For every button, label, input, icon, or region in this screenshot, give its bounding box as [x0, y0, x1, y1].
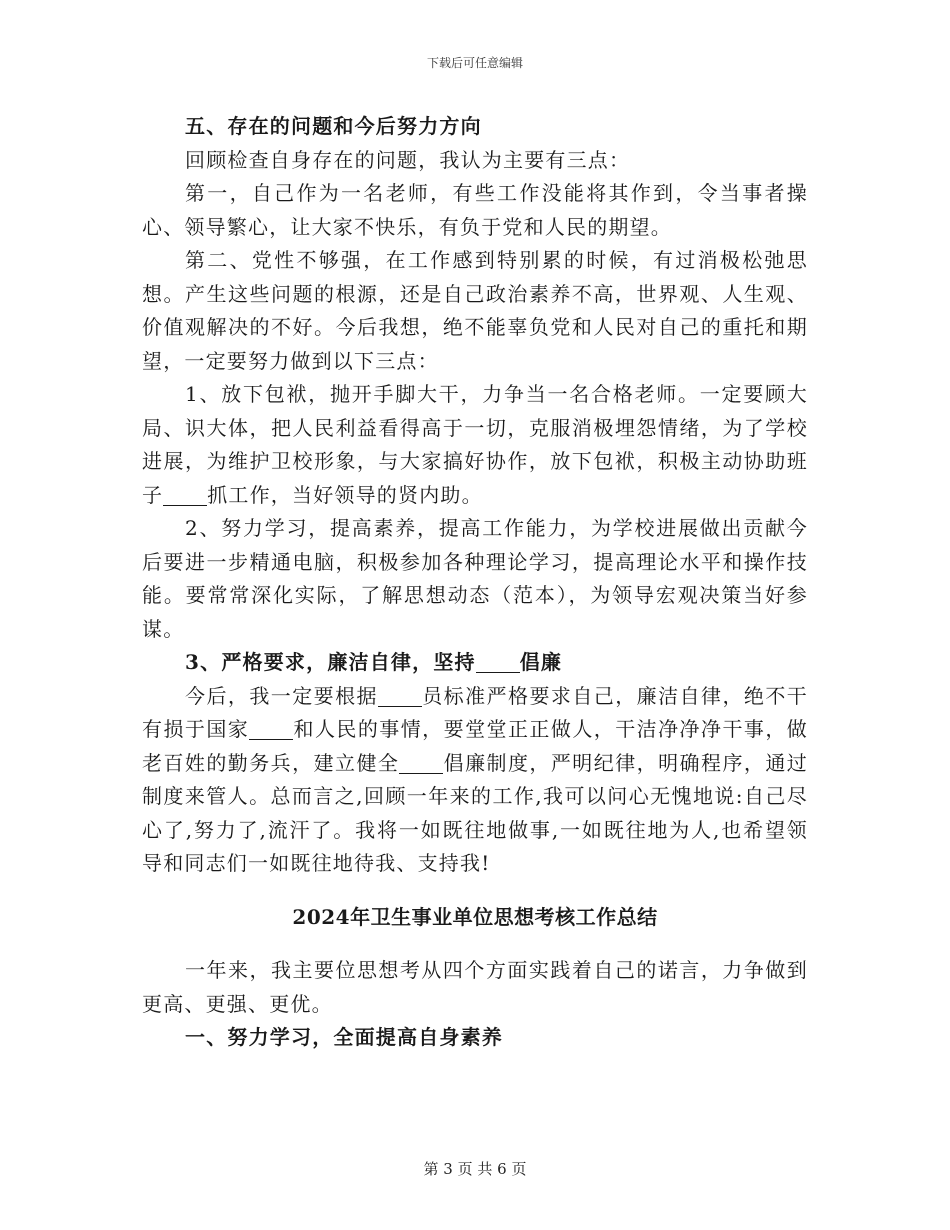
paragraph: 第二、党性不够强，在工作感到特别累的时候，有过消极松弛思想。产生这些问题的根源，还是自己政治素养不高，世界观、人生观、价值观解决的不好。今后我想，绝不能辜负党和人民对自己的重托和期望，一定要努力做到以下三点：	[142, 248, 808, 373]
blank-line	[163, 485, 207, 506]
section-heading: 五、存在的问题和今后努力方向	[185, 114, 482, 138]
text-run: 倡廉制度，严明纪律，明确程序，通过制度来管人。总而言之,回顾一年来的工作,我可以问心无愧地说:自己尽心了,努力了,流汗了。我将一如既往地做事,一如既往地为人,也希望领导和同志们一如既往地待我、支持我!	[142, 750, 808, 875]
section-heading: 一、努力学习，全面提高自身素养	[185, 1025, 503, 1049]
document-body	[142, 110, 808, 1055]
text-run: 今后，我一定要根据	[185, 683, 378, 708]
blank-line	[249, 719, 293, 740]
text-run: 1、放下包袱，抛开手脚大干，力争当一名合格老师。一定要顾大局、识大体，把人民利益看得高于一切，克服消极埋怨情绪，为了学校进展，为维护卫校形象，与大家搞好协作，放下包袱，积极主动协助班子	[142, 382, 808, 507]
page-footer: 第 3 页 共 6 页	[423, 1160, 527, 1178]
text-run: 员标准严格要求自己，廉洁自律，绝不干有损于国家	[142, 683, 808, 741]
paragraph: 2、努力学习，提高素养，提高工作能力，为学校进展做出贡献今后要进一步精通电脑，积极参加各种理论学习，提高理论水平和操作技能。要常常深化实际，了解思想动态（范本），为领导宏观决策当好参谋。	[142, 516, 808, 641]
paragraph: 回顾检查自身存在的问题，我认为主要有三点：	[185, 147, 631, 172]
blank-line	[378, 686, 422, 707]
paragraph	[142, 680, 808, 881]
paragraph	[142, 378, 808, 512]
text-run: 倡廉	[519, 650, 563, 674]
text-run: 抓工作，当好领导的贤内助。	[207, 482, 483, 507]
text-run: 和人民的事情，要堂堂正正做人，干洁净净净干事，做老百姓的勤务兵，建立健全	[142, 717, 808, 775]
text-run: 3、严格要求，廉洁自律，坚持	[185, 650, 476, 674]
header-note: 下载后可任意编辑	[426, 56, 523, 70]
paragraph: 第一，自己作为一名老师，有些工作没能将其作到，令当事者操心、领导繁心，让大家不快乐，有负于党和人民的期望。	[142, 181, 808, 239]
paragraph: 一年来，我主要位思想考从四个方面实践着自己的诺言，力争做到更高、更强、更优。	[142, 958, 808, 1016]
subsection-heading	[142, 646, 808, 680]
document-title: 2024年卫生事业单位思想考核工作总结	[292, 904, 658, 929]
blank-line	[476, 652, 520, 673]
blank-line	[399, 753, 443, 774]
